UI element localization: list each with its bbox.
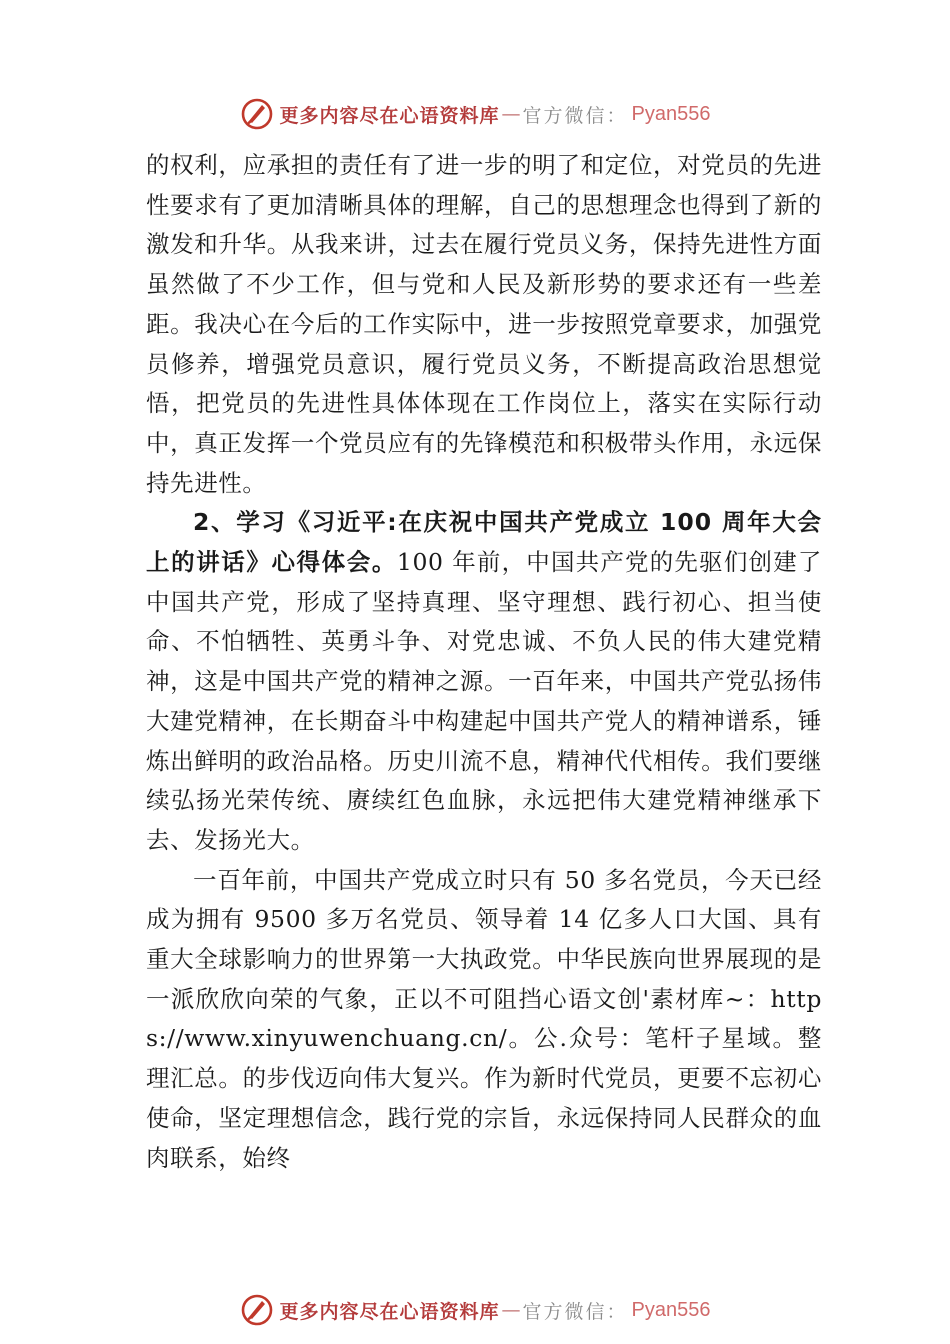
banner-official-label: 官方微信： (522, 104, 628, 127)
paragraph-2-text: 100 年前，中国共产党的先驱们创建了中国共产党，形成了坚持真理、坚守理想、践行初心、担当使命、不怕牺牲、英勇斗争、对党忠诚、不负人民的伟大建党精神，这是中国共产党的精神之源。一百年来，中国共产党弘扬伟大建党精神，在长期奋斗中构建起中国共产党人的精神谱系，锤炼出鲜明的政治品格。历史川流不息，精神代代相传。我们要继续弘扬光荣传统、赓续红色血脉，永远把伟大建党精神继承下去、发扬光大。 (146, 548, 822, 854)
section-heading: 2、学习《习近平:在庆祝中国共产党成立 100 周年大会上的讲话》心得体会。 (146, 508, 822, 577)
paragraph-2 (146, 503, 822, 860)
paragraph-1: 的权利，应承担的责任有了进一步的明了和定位，对党员的先进性要求有了更加清晰具体的理解，自己的思想理念也得到了新的激发和升华。从我来讲，过去在履行党员义务，保持先进性方面虽然做了不少工作，但与党和人民及新形势的要求还有一些差距。我决心在今后的工作实际中，进一步按照党章要求，加强党员修养，增强党员意识，履行党员义务，不断提高政治思想觉悟，把党员的先进性具体体现在工作岗位上，落实在实际行动中，真正发挥一个党员应有的先锋模范和积极带头作用，永远保持先进性。 (146, 151, 822, 497)
banner-brand-text: 更多内容尽在心语资料库 (279, 1300, 500, 1323)
document-body (146, 146, 822, 1178)
brush-logo-icon (240, 97, 274, 131)
banner-wechat-id: Pyan556 (631, 1298, 711, 1321)
banner-dash: — (501, 103, 521, 125)
paragraph-3: 一百年前，中国共产党成立时只有 50 多名党员，今天已经成为拥有 9500 多万名党员、领导着 14 亿多人口大国、具有重大全球影响力的世界第一大执政党。中华民族向世界展现的是一派欣欣向荣的气象，正以不可阻挡心语文创'素材库~：https://www.xinyuwenchuang.cn/。公.众号：笔杆子星域。整理汇总。的步伐迈向伟大复兴。作为新时代党员，更要不忘初心使命，坚定理想信念，践行党的宗旨，永远保持同人民群众的血肉联系，始终 (146, 865, 822, 1172)
footer-banner (0, 1290, 950, 1330)
header-banner (0, 94, 950, 134)
banner-wechat-id: Pyan556 (631, 102, 711, 125)
banner-official-label: 官方微信： (522, 1300, 628, 1323)
banner-dash: — (501, 1299, 521, 1321)
banner-brand-text: 更多内容尽在心语资料库 (279, 104, 500, 127)
brush-logo-icon (240, 1293, 274, 1327)
